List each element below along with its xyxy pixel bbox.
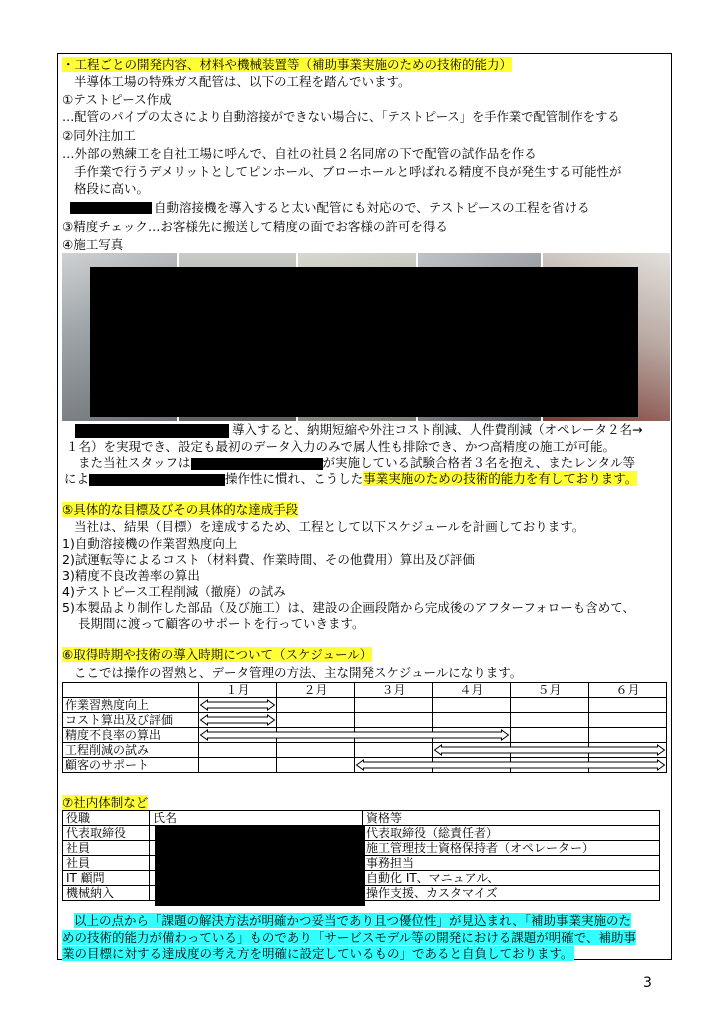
staff-header-name: 氏名 [150, 811, 363, 826]
gantt-row [63, 728, 667, 743]
gantt-task-label: 工程削減の試み [63, 743, 199, 758]
staff-names-redaction [155, 826, 365, 906]
step2-title: ②同外注加工 [62, 128, 136, 143]
redaction-block [70, 202, 152, 214]
step1-body: …配管のパイプの太さにより自動溶接ができない場合に、「テストピース」を手作業で配管制作をする [62, 110, 620, 124]
after-photo-line-2: １名）を実現でき、設定も最初のデータ入力のみで属人性も排除でき、かつ高精度の施工が可能。 [66, 439, 616, 454]
step4-title: ④施工写真 [62, 237, 124, 252]
gantt-row [63, 713, 667, 728]
section-tech-intro: 半導体工場の特殊ガス配管は、以下の工程を踏んでいます。 [74, 74, 411, 89]
gantt-row [63, 698, 667, 713]
after-photo-line-1: 導入すると、納期短縮や外注コスト削減、人件費削減（オペレータ２名→ [232, 422, 643, 437]
gantt-row [63, 743, 667, 758]
step2-body-4: 自動溶接機を導入すると太い配管にも対応ので、テストピースの工程を省ける [154, 200, 590, 215]
conclusion-line-1: 以上の点から「課題の解決方法が明確かつ妥当であり且つ優位性」が見込まれ、「補助事業実施のた [74, 913, 632, 928]
page-number: 3 [643, 975, 652, 991]
step2-body-1: …外部の熟練工を自社工場に呼んで、自社の社員２名同席の下で配管の試作品を作る [62, 146, 537, 161]
section-org-heading: ⑦社内体制など [62, 795, 149, 810]
gantt-month-header: ６月 [589, 683, 667, 698]
goal-item: 1)自動溶接機の作業習熟度向上 [62, 536, 238, 551]
gantt-row [63, 758, 667, 773]
staff-role: 代表取締役 [63, 826, 150, 841]
staff-role: 社員 [63, 856, 150, 871]
gantt-task-label: 作業習熟度向上 [63, 698, 199, 713]
gantt-task-label: 精度不良率の算出 [63, 728, 199, 743]
section-goals-intro: 当社は、結果（目標）を達成するため、工程として以下スケジュールを計画しております。 [74, 519, 585, 534]
staff-qual: 施工管理技士資格保持者（オペレーター） [363, 841, 660, 856]
gantt-month-header: ５月 [511, 683, 589, 698]
construction-photos [62, 253, 670, 421]
section-schedule-intro: ここでは操作の習熟と、データ管理の方法、主な開発スケジュールになります。 [74, 665, 523, 680]
staff-qual: 事務担当 [363, 856, 660, 871]
section-goals-heading: ⑤具体的な目標及びその具体的な達成手段 [62, 502, 299, 517]
after-photo-line-4: によ 操作性に慣れ、こうした事業実施のための技術的能力を有しております。 [64, 471, 638, 486]
staff-qual: 代表取締役（総責任者） [363, 826, 660, 841]
photo-redaction [90, 267, 638, 417]
goal-item: 3)精度不良改善率の算出 [62, 568, 200, 583]
conclusion-line-3: 業の目標に対する達成度の考え方を明確に設定しているもの」であると自負しております。 [62, 946, 574, 961]
gantt-month-header: ４月 [433, 683, 511, 698]
gantt-month-header: １月 [199, 683, 277, 698]
staff-role: IT 顧問 [63, 871, 150, 886]
gantt-month-header: ２月 [277, 683, 355, 698]
staff-header-row [63, 811, 660, 826]
staff-qual: 自動化 IT、マニュアル、 [363, 871, 660, 886]
goal-item: 2)試運転等によるコスト（材料費、作業時間、その他費用）算出及び評価 [62, 552, 475, 567]
staff-role: 社員 [63, 841, 150, 856]
staff-header-qual: 資格等 [363, 811, 660, 826]
goal-item-continuation: 長期間に渡って顧客のサポートを行っていきます。 [78, 616, 365, 631]
staff-qual: 操作支援、カスタマイズ [363, 886, 660, 901]
staff-role: 機械納入 [63, 886, 150, 901]
goal-item: 5)本製品より制作した部品（及び施工）は、建設の企画段階から完成後のアフターフォローも含めて、 [62, 600, 635, 615]
section-tech-heading: ・工程ごとの開発内容、材料や機械装置等（補助事業実施のための技術的能力） [62, 57, 513, 72]
gantt-month-header: ３月 [355, 683, 433, 698]
after-photo-line-3: また当社スタッフは が実施している試験合格者３名を抱え、またレンタル等 [78, 455, 635, 470]
redaction-block [75, 424, 229, 438]
step2-body-3: 格段に高い。 [74, 181, 150, 196]
schedule-gantt-table [62, 682, 667, 773]
gantt-corner-cell [63, 683, 199, 698]
staff-header-role: 役職 [63, 811, 150, 826]
section-schedule-heading: ⑥取得時期や技術の導入時期について（スケジュール） [62, 647, 373, 662]
step2-body-2: 手作業で行うデメリットとしてピンホール、ブローホールと呼ばれる精度不良が発生する可能性が [74, 164, 622, 179]
conclusion-line-2: めの技術的能力が備わっている」ものであり「サービスモデル等の開発における課題が明確で、補助事 [62, 930, 637, 945]
gantt-task-label: 顧客のサポート [63, 758, 199, 773]
gantt-task-label: コスト算出及び評価 [63, 713, 199, 728]
step3-text: ③精度チェック…お客様先に搬送して精度の面でお客様の許可を得る [62, 219, 448, 234]
goal-item: 4)テストピース工程削減（撤廃）の試み [62, 584, 286, 599]
step1-title: ①テストピース作成 [62, 92, 172, 107]
gantt-header-row [63, 683, 667, 698]
